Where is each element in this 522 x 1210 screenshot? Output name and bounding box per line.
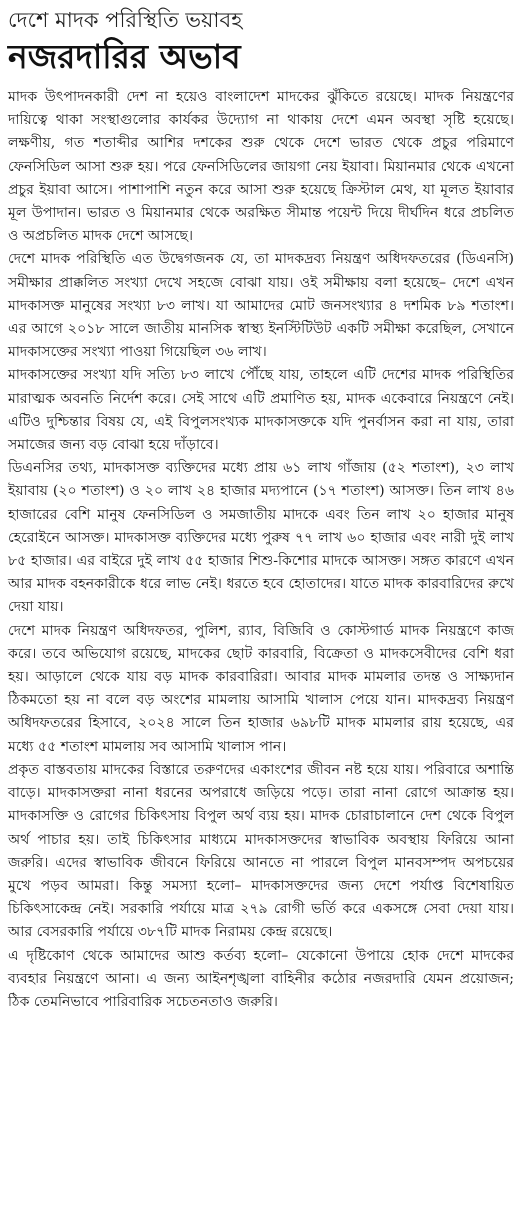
article-kicker: দেশে মাদক পরিস্থিতি ভয়াবহ xyxy=(8,8,243,32)
paragraph-4: ডিএনসির তথ্য, মাদকাসক্ত ব্যক্তিদের মধ্যে প্রায় ৬১ লাখ গাঁজায় (৫২ শতাংশ), ২৩ লাখ ইয়াবায় (২০ শতাংশ) ও ২০ লাখ ২৪ হাজার মদ্যপানে (১৭ শতাংশ) আসক্ত। তিন লাখ ৪৬ হাজারের বেশি মানুষ ফেনসিডিল ও সমজাতীয় মাদকে এবং তিন লাখ ২০ হাজার মানুষ হেরোইনে আসক্ত। মাদকাসক্ত ব্যক্তিদের মধ্যে পুরুষ ৭৭ লাখ ৬০ হাজার এবং নারী দুই লাখ ৮৫ হাজার। এর বাইরে দুই লাখ ৫৫ হাজার শিশু-কিশোর মাদকে আসক্ত। সঙ্গত কারণে এখন আর মাদক বহনকারীকে ধরে লাভ নেই। ধরতে হবে হোতাদের। যাতে মাদক কারবারিদের রুখে দেয়া যায়। xyxy=(8,460,514,616)
paragraph-2: দেশে মাদক পরিস্থিতি এত উদ্বেগজনক যে, তা মাদকদ্রব্য নিয়ন্ত্রণ অধিদফতরের (ডিএনসি) সমীক্ষার প্রাক্কলিত সংখ্যা দেখে সহজে বোঝা যায়। ওই সমীক্ষায় বলা হয়েছে– দেশে এখন মাদকাসক্ত মানুষের সংখ্যা ৮৩ লাখ। যা আমাদের মোট জনসংখ্যার ৪ দশমিক ৮৯ শতাংশ। এর আগে ২০১৮ সালে জাতীয় মানসিক স্বাস্থ্য ইনস্টিটিউট একটি সমীক্ষা করেছিল, সেখানে মাদকাসক্তের সংখ্যা পাওয়া গিয়েছিল ৩৬ লাখ। xyxy=(8,251,514,361)
paragraph-1: মাদক উৎপাদনকারী দেশ না হয়েও বাংলাদেশ মাদকের ঝুঁকিতে রয়েছে। মাদক নিয়ন্ত্রণের দায়িত্বে থাকা সংস্থাগুলোর কার্যকর উদ্যোগ না থাকায় দেশে এমন অবস্থা সৃষ্টি হয়েছে। লক্ষণীয়, গত শতাব্দীর আশির দশকের শুরু থেকে দেশে ভারত থেকে প্রচুর পরিমাণে ফেনসিডিল আসা শুরু হয়। পরে ফেনসিডিলের জায়গা নেয় ইয়াবা। মিয়ানমার থেকে এখনো প্রচুর ইয়াবা আসে। পাশাপাশি নতুন করে আসা শুরু হয়েছে ক্রিস্টাল মেথ, যা মূলত ইয়াবার মূল উপাদান। ভারত ও মিয়ানমার থেকে অরক্ষিত সীমান্ত পয়েন্ট দিয়ে দীর্ঘদিন ধরে প্রচলিত ও অপ্রচলিত মাদক দেশে আসছে। xyxy=(8,89,514,245)
paragraph-7: এ দৃষ্টিকোণ থেকে আমাদের আশু কর্তব্য হলো– যেকোনো উপায়ে হোক দেশে মাদকের ব্যবহার নিয়ন্ত্রণে আনা। এ জন্য আইনশৃঙ্খলা বাহিনীর কঠোর নজরদারি যেমন প্রয়োজন; ঠিক তেমনিভাবে পারিবারিক সচেতনতাও জরুরি। xyxy=(8,947,514,1010)
article-body xyxy=(8,86,514,1014)
paragraph-6: প্রকৃত বাস্তবতায় মাদকের বিস্তারে তরুণদের একাংশের জীবন নষ্ট হয়ে যায়। পরিবারে অশান্তি বাড়ে। মাদকাসক্তরা নানা ধরনের অপরাধে জড়িয়ে পড়ে। তারা নানা রোগে আক্রান্ত হয়। মাদকাসক্তি ও রোগের চিকিৎসায় বিপুল অর্থ ব্যয় হয়। মাদক চোরাচালানে দেশ থেকে বিপুল অর্থ পাচার হয়। তাই চিকিৎসার মাধ্যমে মাদকাসক্তদের স্বাভাবিক অবস্থায় ফিরিয়ে আনা জরুরি। এদের স্বাভাবিক জীবনে ফিরিয়ে আনতে না পারলে বিপুল মানবসম্পদ অপচয়ের মুখে পড়ব আমরা। কিন্তু সমস্যা হলো– মাদকাসক্তদের জন্য দেশে পর্যাপ্ত বিশেষায়িত চিকিৎসাকেন্দ্র নেই। সরকারি পর্যায়ে মাত্র ২৭৯ রোগী ভর্তি করে একসঙ্গে সেবা দেয়া যায়। আর বেসরকারি পর্যায়ে ৩৮৭টি মাদক নিরাময় কেন্দ্র রয়েছে। xyxy=(8,761,514,941)
paragraph-3: মাদকাসক্তের সংখ্যা যদি সত্যি ৮৩ লাখে পৌঁছে যায়, তাহলে এটি দেশের মাদক পরিস্থিতির মারাত্মক অবনতি নির্দেশ করে। সেই সাথে এটি প্রমাণিত হয়, মাদক একেবারে নিয়ন্ত্রণে নেই। এটিও দুশ্চিন্তার বিষয় যে, এই বিপুলসংখ্যক মাদকাসক্তকে যদি পুনর্বাসন করা না যায়, তারা সমাজের জন্য বড় বোঝা হয়ে দাঁড়াবে। xyxy=(8,367,514,454)
paragraph-5: দেশে মাদক নিয়ন্ত্রণ অধিদফতর, পুলিশ, র‍্যাব, বিজিবি ও কোস্টগার্ড মাদক নিয়ন্ত্রণে কাজ করে। তবে অভিযোগ রয়েছে, মাদকের ছোট কারবারি, বিক্রেতা ও মাদকসেবীদের বেশি ধরা হয়। আড়ালে থেকে যায় বড় মাদক কারবারিরা। আবার মাদক মামলার তদন্ত ও সাক্ষ্যদান ঠিকমতো হয় না বলে বড় অংশের মামলায় আসামি খালাস পেয়ে যান। মাদকদ্রব্য নিয়ন্ত্রণ অধিদফতরের হিসাবে, ২০২৪ সালে তিন হাজার ৬৯৮টি মাদক মামলার রায় হয়েছে, এর মধ্যে ৫৫ শতাংশ মামলায় সব আসামি খালাস পান। xyxy=(8,622,514,755)
article-headline: নজরদারির অভাব xyxy=(8,37,241,76)
